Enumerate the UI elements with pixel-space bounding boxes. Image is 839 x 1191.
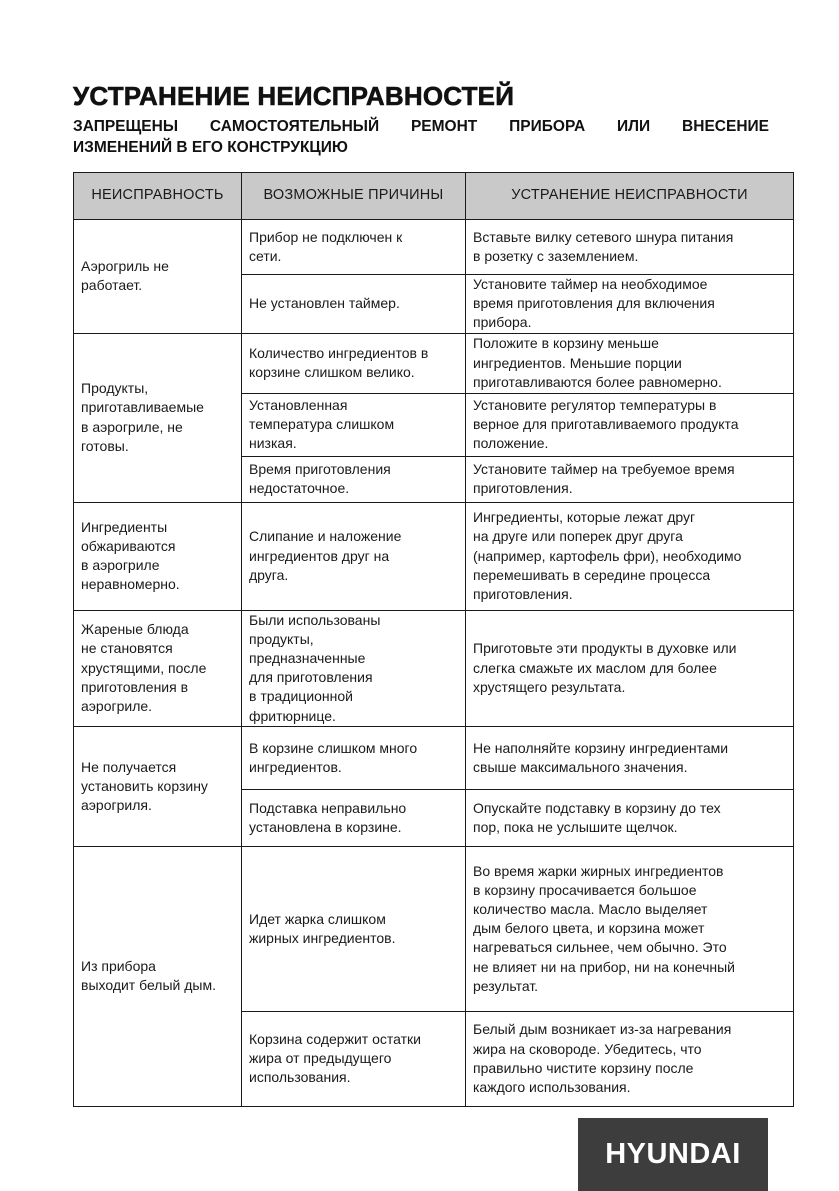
cause-cell: Не установлен таймер. [242,275,466,334]
table-row [74,610,794,726]
table-header-row [74,173,794,220]
solution-cell: Положите в корзину меньше ингредиентов. Меньшие порции приготавливаются более равномерно. [466,333,794,393]
solution-cell: Установите таймер на необходимое время приготовления для включения прибора. [466,275,794,334]
solution-cell: Вставьте вилку сетевого шнура питания в розетку с заземлением. [466,220,794,275]
brand-logo [578,1118,768,1191]
header-causes: ВОЗМОЖНЫЕ ПРИЧИНЫ [242,173,466,220]
problem-cell: Продукты, приготавливаемые в аэрогриле, не готовы. [74,333,242,502]
problem-cell: Ингредиенты обжариваются в аэрогриле неравномерно. [74,502,242,610]
solution-cell: Приготовьте эти продукты в духовке или слегка смажьте их маслом для более хрустящего результата. [466,610,794,726]
table-row [74,333,794,393]
header-solution: УСТРАНЕНИЕ НЕИСПРАВНОСТИ [466,173,794,220]
solution-cell: Установите регулятор температуры в верное для приготавливаемого продукта положение. [466,393,794,456]
table-row [74,220,794,275]
problem-cell: Не получается установить корзину аэрогриля. [74,726,242,846]
header-problem: НЕИСПРАВНОСТЬ [74,173,242,220]
cause-cell: Установленная температура слишком низкая. [242,393,466,456]
solution-cell: Белый дым возникает из-за нагревания жира на сковороде. Убедитесь, что правильно чистите корзину после каждого использования. [466,1011,794,1106]
cause-cell: Корзина содержит остатки жира от предыдущего использования. [242,1011,466,1106]
solution-cell: Опускайте подставку в корзину до тех пор, пока не услышите щелчок. [466,789,794,846]
solution-cell: Установите таймер на требуемое время приготовления. [466,456,794,502]
page-title: УСТРАНЕНИЕ НЕИСПРАВНОСТЕЙ [73,81,515,112]
warning-line-1: ЗАПРЕЩЕНЫ САМОСТОЯТЕЛЬНЫЙ РЕМОНТ ПРИБОРА ИЛИ ВНЕСЕНИЕ [73,118,769,135]
warning-text [73,116,769,158]
table-row [74,726,794,789]
solution-cell: Не наполняйте корзину ингредиентами свыше максимального значения. [466,726,794,789]
cause-cell: Были использованы продукты, предназначенные для приготовления в традиционной фритюрнице. [242,610,466,726]
table-row [74,846,794,1011]
cause-cell: Время приготовления недостаточное. [242,456,466,502]
solution-cell: Ингредиенты, которые лежат друг на друге или поперек друг друга (например, картофель фри), необходимо перемешивать в середине процесса приготовления. [466,502,794,610]
problem-cell: Жареные блюда не становятся хрустящими, после приготовления в аэрогриле. [74,610,242,726]
cause-cell: Подставка неправильно установлена в корзине. [242,789,466,846]
solution-cell: Во время жарки жирных ингредиентов в корзину просачивается большое количество масла. Масло выделяет дым белого цвета, и корзина может нагреваться сильнее, чем обычно. Это не влияет ни на прибор, ни на конечный результат. [466,846,794,1011]
cause-cell: В корзине слишком много ингредиентов. [242,726,466,789]
cause-cell: Количество ингредиентов в корзине слишком велико. [242,333,466,393]
warning-line-2: ИЗМЕНЕНИЙ В ЕГО КОНСТРУКЦИЮ [73,139,348,156]
cause-cell: Слипание и наложение ингредиентов друг на друга. [242,502,466,610]
problem-cell: Из прибора выходит белый дым. [74,846,242,1106]
troubleshooting-table [73,172,794,1107]
table-row [74,502,794,610]
brand-logo-text: HYUNDAI [605,1138,741,1170]
cause-cell: Идет жарка слишком жирных ингредиентов. [242,846,466,1011]
problem-cell: Аэрогриль не работает. [74,220,242,334]
cause-cell: Прибор не подключен к сети. [242,220,466,275]
